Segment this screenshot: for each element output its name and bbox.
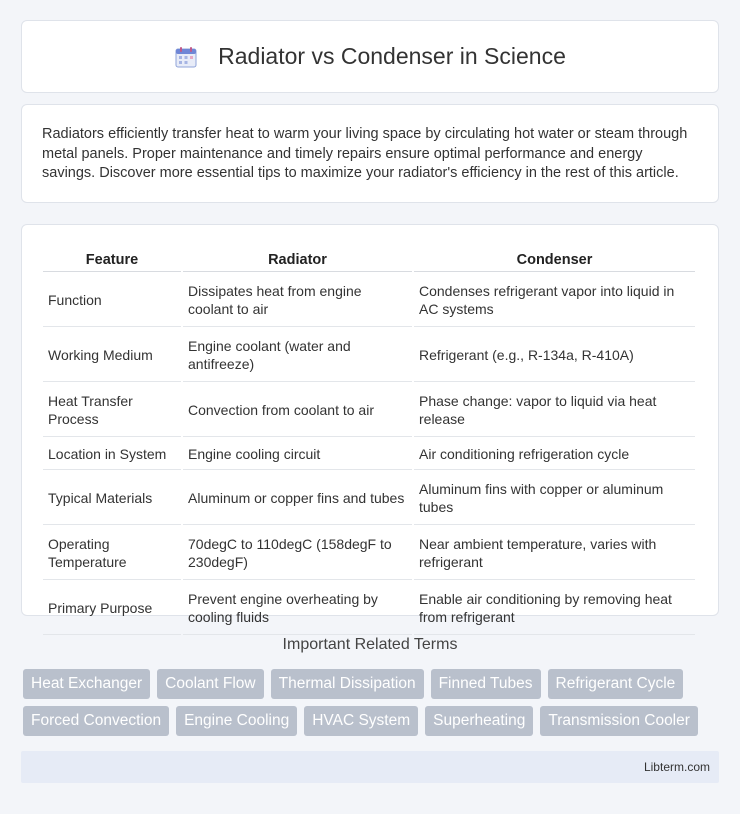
tag-superheating[interactable]: Superheating — [425, 706, 533, 736]
related-terms — [23, 669, 723, 743]
table-header-row — [43, 247, 695, 272]
table-cell: Typical Materials — [43, 472, 181, 525]
header-feature: Feature — [43, 247, 181, 272]
tag-row — [23, 669, 723, 699]
header-radiator: Radiator — [183, 247, 412, 272]
related-terms-title: Important Related Terms — [282, 636, 458, 653]
tag-forced-convection[interactable]: Forced Convection — [23, 706, 169, 736]
table-cell: Aluminum fins with copper or aluminum tubes — [414, 472, 695, 525]
table-cell: Engine cooling circuit — [183, 439, 412, 470]
table-row — [43, 439, 695, 470]
table-cell: Convection from coolant to air — [183, 384, 412, 437]
table-cell: Working Medium — [43, 329, 181, 382]
table-cell: 70degC to 110degC (158degF to 230degF) — [183, 527, 412, 580]
table-cell: Air conditioning refrigeration cycle — [414, 439, 695, 470]
table-cell: Primary Purpose — [43, 582, 181, 635]
comparison-table-card — [21, 224, 719, 625]
intro-text: Radiators efficiently transfer heat to warm your living space by circulating hot water or steam through metal panels. Proper maintenance and timely repairs ensure optimal performance and energy savings. Discover more essential tips to maximize your radiator's efficiency in the rest of this article. — [42, 126, 688, 181]
footer-brand-link[interactable]: Libterm.com — [643, 760, 710, 774]
tag-row — [23, 706, 723, 736]
tag-engine-cooling[interactable]: Engine Cooling — [176, 706, 297, 736]
calendar-icon — [174, 45, 198, 69]
footer — [21, 751, 719, 783]
table-row — [43, 274, 695, 327]
intro-card — [21, 104, 719, 203]
table-cell: Dissipates heat from engine coolant to air — [183, 274, 412, 327]
table-cell: Aluminum or copper fins and tubes — [183, 472, 412, 525]
tag-transmission-cooler[interactable]: Transmission Cooler — [540, 706, 698, 736]
table-row — [43, 472, 695, 525]
table-cell: Location in System — [43, 439, 181, 470]
table-cell: Near ambient temperature, varies with refrigerant — [414, 527, 695, 580]
table-row — [43, 527, 695, 580]
tag-heat-exchanger[interactable]: Heat Exchanger — [23, 669, 150, 699]
page-title: Radiator vs Condenser in Science — [218, 43, 566, 69]
table-row — [43, 329, 695, 382]
table-cell: Engine coolant (water and antifreeze) — [183, 329, 412, 382]
header-condenser: Condenser — [414, 247, 695, 272]
table-cell: Enable air conditioning by removing heat from refrigerant — [414, 582, 695, 635]
table-cell: Prevent engine overheating by cooling fluids — [183, 582, 412, 635]
table-cell: Function — [43, 274, 181, 327]
header-card — [21, 20, 719, 93]
tag-thermal-dissipation[interactable]: Thermal Dissipation — [271, 669, 424, 699]
tag-finned-tubes[interactable]: Finned Tubes — [431, 669, 541, 699]
table-row — [43, 384, 695, 437]
comparison-table — [41, 245, 697, 637]
table-cell: Heat Transfer Process — [43, 384, 181, 437]
table-cell: Phase change: vapor to liquid via heat release — [414, 384, 695, 437]
table-cell: Refrigerant (e.g., R-134a, R-410A) — [414, 329, 695, 382]
tag-coolant-flow[interactable]: Coolant Flow — [157, 669, 263, 699]
table-row — [43, 582, 695, 635]
table-cell: Condenses refrigerant vapor into liquid in AC systems — [414, 274, 695, 327]
table-cell: Operating Temperature — [43, 527, 181, 580]
tag-refrigerant-cycle[interactable]: Refrigerant Cycle — [548, 669, 684, 699]
tag-hvac-system[interactable]: HVAC System — [304, 706, 418, 736]
